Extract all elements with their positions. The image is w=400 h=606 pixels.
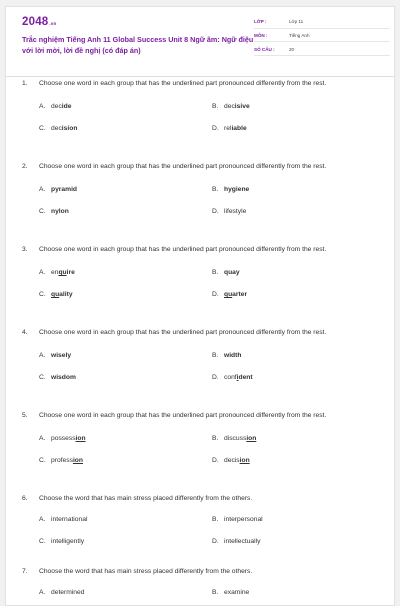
- option-letter: B.: [212, 435, 219, 442]
- option-word: profession: [51, 457, 83, 464]
- option-word: lifestyle: [224, 208, 247, 215]
- answer-option[interactable]: [39, 179, 212, 201]
- question-text: Choose one word in each group that has the underlined part pronounced differently from the rest.: [39, 246, 327, 253]
- question-number: 2.: [22, 163, 28, 170]
- option-letter: C.: [39, 538, 46, 545]
- document-title: Trắc nghiệm Tiếng Anh 11 Global Success Unit 8 Ngữ âm: Ngữ điệu với lời mời, lời đề nghị (có đáp án): [22, 35, 254, 55]
- option-word: confident: [224, 374, 253, 381]
- meta-value: 20: [289, 46, 295, 52]
- question-header: [22, 494, 396, 505]
- option-word: international: [51, 516, 88, 523]
- question-text: Choose the word that has main stress placed differently from the others.: [39, 568, 253, 575]
- answer-option[interactable]: [39, 201, 212, 223]
- question-header: [22, 328, 396, 339]
- meta-row-subject: [254, 30, 390, 43]
- answer-option[interactable]: [212, 262, 385, 284]
- option-word: interpersonal: [224, 516, 263, 523]
- option-letter: D.: [212, 538, 219, 545]
- option-word: nylon: [51, 208, 69, 215]
- option-word: decision: [51, 125, 78, 132]
- option-letter: D.: [212, 291, 219, 298]
- question-item: [6, 245, 396, 306]
- meta-value: Lớp 11: [289, 19, 304, 25]
- answer-option[interactable]: [212, 428, 385, 450]
- answer-option[interactable]: [39, 582, 212, 604]
- option-letter: B.: [212, 516, 219, 523]
- option-word: enquire: [51, 269, 75, 276]
- option-word: examine: [224, 589, 250, 596]
- option-letter: C.: [39, 291, 46, 298]
- option-word: decisive: [224, 103, 250, 110]
- answer-option[interactable]: [212, 582, 385, 604]
- answer-option[interactable]: [212, 201, 385, 223]
- logo-suffix: .vn: [49, 21, 57, 26]
- option-word: intelligently: [51, 538, 85, 545]
- question-item: [6, 328, 396, 389]
- answer-option[interactable]: [212, 345, 385, 367]
- answer-option[interactable]: [212, 509, 385, 531]
- answer-options: [22, 179, 396, 223]
- question-text: Choose one word in each group that has the underlined part pronounced differently from the rest.: [39, 329, 327, 336]
- option-letter: B.: [212, 103, 219, 110]
- page-header: [6, 7, 394, 77]
- answer-option[interactable]: [212, 367, 385, 389]
- option-letter: A.: [39, 186, 46, 193]
- option-word: hygiene: [224, 186, 250, 193]
- option-letter: A.: [39, 435, 46, 442]
- option-letter: C.: [39, 208, 46, 215]
- option-word: quarter: [224, 291, 248, 298]
- answer-options: [22, 509, 396, 553]
- answer-options: [22, 262, 396, 306]
- site-logo[interactable]: [22, 16, 57, 28]
- answer-option[interactable]: [212, 118, 385, 140]
- meta-label: MÔN :: [254, 33, 268, 39]
- question-text: Choose one word in each group that has the underlined part pronounced differently from the rest.: [39, 412, 327, 419]
- option-letter: D.: [212, 374, 219, 381]
- document-meta: [254, 16, 390, 57]
- question-number: 5.: [22, 412, 28, 419]
- question-item: [6, 162, 396, 223]
- option-word: discussion: [224, 435, 257, 442]
- answer-options: [22, 428, 396, 472]
- option-letter: B.: [212, 589, 219, 596]
- question-text: Choose the word that has main stress placed differently from the others.: [39, 495, 253, 502]
- option-word: possession: [51, 435, 86, 442]
- answer-option[interactable]: [212, 531, 385, 553]
- answer-option[interactable]: [212, 284, 385, 306]
- answer-options: [22, 582, 385, 604]
- option-letter: A.: [39, 589, 46, 596]
- document-page: [5, 6, 395, 606]
- option-word: intellectually: [224, 538, 261, 545]
- option-letter: B.: [212, 352, 219, 359]
- option-letter: B.: [212, 186, 219, 193]
- answer-option[interactable]: [212, 179, 385, 201]
- option-letter: C.: [39, 457, 46, 464]
- option-letter: D.: [212, 457, 219, 464]
- question-number: 7.: [22, 568, 28, 575]
- option-letter: C.: [39, 374, 46, 381]
- meta-value: Tiếng Anh: [289, 33, 310, 39]
- option-word: width: [224, 352, 242, 359]
- answer-options: [22, 96, 396, 140]
- answer-option[interactable]: [39, 367, 212, 389]
- answer-option[interactable]: [39, 118, 212, 140]
- question-number: 1.: [22, 80, 28, 87]
- question-header: [22, 567, 385, 578]
- question-text: Choose one word in each group that has the underlined part pronounced differently from the rest.: [39, 163, 327, 170]
- meta-label: LỚP :: [254, 19, 267, 25]
- answer-option[interactable]: [212, 450, 385, 472]
- answer-option[interactable]: [39, 262, 212, 284]
- logo-text: 2048: [22, 16, 49, 28]
- answer-option[interactable]: [39, 284, 212, 306]
- question-item: [6, 494, 396, 553]
- question-number: 4.: [22, 329, 28, 336]
- option-letter: B.: [212, 269, 219, 276]
- meta-row-class: [254, 16, 390, 29]
- option-letter: C.: [39, 125, 46, 132]
- option-letter: D.: [212, 208, 219, 215]
- question-item: [6, 79, 396, 140]
- meta-label: SỐ CÂU :: [254, 46, 275, 52]
- question-header: [22, 162, 396, 173]
- option-word: decision: [224, 457, 250, 464]
- answer-option[interactable]: [39, 428, 212, 450]
- option-letter: A.: [39, 352, 46, 359]
- option-word: determined: [51, 589, 85, 596]
- answer-option[interactable]: [39, 509, 212, 531]
- answer-options: [22, 345, 396, 389]
- option-letter: A.: [39, 269, 46, 276]
- answer-option[interactable]: [39, 450, 212, 472]
- question-header: [22, 411, 396, 422]
- option-letter: D.: [212, 125, 219, 132]
- answer-option[interactable]: [39, 96, 212, 118]
- option-word: pyramid: [51, 186, 78, 193]
- question-header: [22, 245, 396, 256]
- option-word: quality: [51, 291, 73, 298]
- meta-row-count: [254, 44, 390, 57]
- answer-option[interactable]: [39, 531, 212, 553]
- option-word: wisdom: [51, 374, 76, 381]
- option-letter: A.: [39, 516, 46, 523]
- question-number: 3.: [22, 246, 28, 253]
- answer-option[interactable]: [212, 96, 385, 118]
- question-header: [22, 79, 396, 90]
- answer-option[interactable]: [39, 345, 212, 367]
- question-number: 6.: [22, 495, 28, 502]
- option-word: decide: [51, 103, 72, 110]
- option-word: reliable: [224, 125, 247, 132]
- option-word: quay: [224, 269, 240, 276]
- option-word: wisely: [51, 352, 72, 359]
- question-item: [6, 411, 396, 472]
- question-text: Choose one word in each group that has the underlined part pronounced differently from the rest.: [39, 80, 327, 87]
- question-item: [6, 567, 385, 604]
- option-letter: A.: [39, 103, 46, 110]
